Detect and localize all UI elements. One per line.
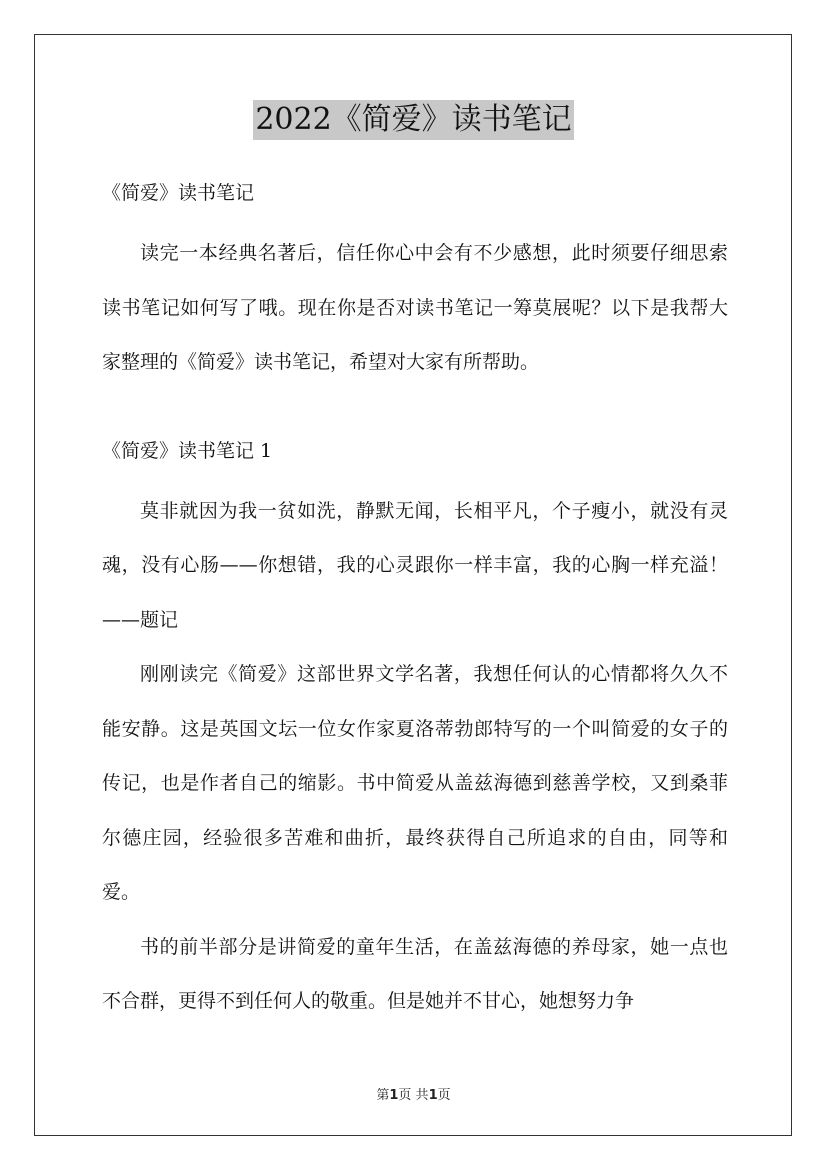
page-label-suffix: 页 (437, 1088, 451, 1103)
intro-paragraph: 读完一本经典名著后，信任你心中会有不少感想，此时须要仔细思索读书笔记如何写了哦。现在你是否对读书笔记一筹莫展呢？以下是我帮大家整理的《简爱》读书笔记，希望对大家有所帮助。 (102, 242, 728, 373)
section-heading: 《简爱》读书笔记 (102, 182, 255, 204)
title-container (0, 100, 827, 140)
body-paragraph: 书的前半部分是讲简爱的童年生活，在盖兹海德的养母家，她一点也不合群，更得不到任何人的敬重。但是她并不甘心，她想努力争 (102, 935, 728, 1012)
page-current: 1 (389, 1088, 399, 1103)
document-body (102, 176, 728, 1029)
page-label-mid: 页 共 (398, 1088, 429, 1103)
spacer (102, 390, 728, 434)
body-paragraph: 莫非就因为我一贫如洗，静默无闻，长相平凡，个子瘦小，就没有灵魂，没有心肠——你想错，我的心灵跟你一样丰富，我的心胸一样充溢！——题记 (102, 499, 728, 631)
spacer (102, 468, 728, 484)
subheading: 《简爱》读书笔记 1 (102, 439, 273, 462)
document-title: 2022《简爱》读书笔记 (253, 100, 573, 140)
body-paragraph: 刚刚读完《简爱》这部世界文学名著，我想任何认的心情都将久久不能安静。这是英国文坛一位女作家夏洛蒂勃郎特写的一个叫简爱的女子的传记，也是作者自己的缩影。书中简爱从盖兹海德到慈善学校，又到桑菲尔德庄园，经验很多苦难和曲折，最终获得自己所追求的自由，同等和爱。 (102, 663, 728, 903)
page-total: 1 (428, 1088, 438, 1103)
page-footer (0, 1084, 827, 1103)
spacer (102, 210, 728, 226)
page-label-prefix: 第 (376, 1088, 390, 1103)
